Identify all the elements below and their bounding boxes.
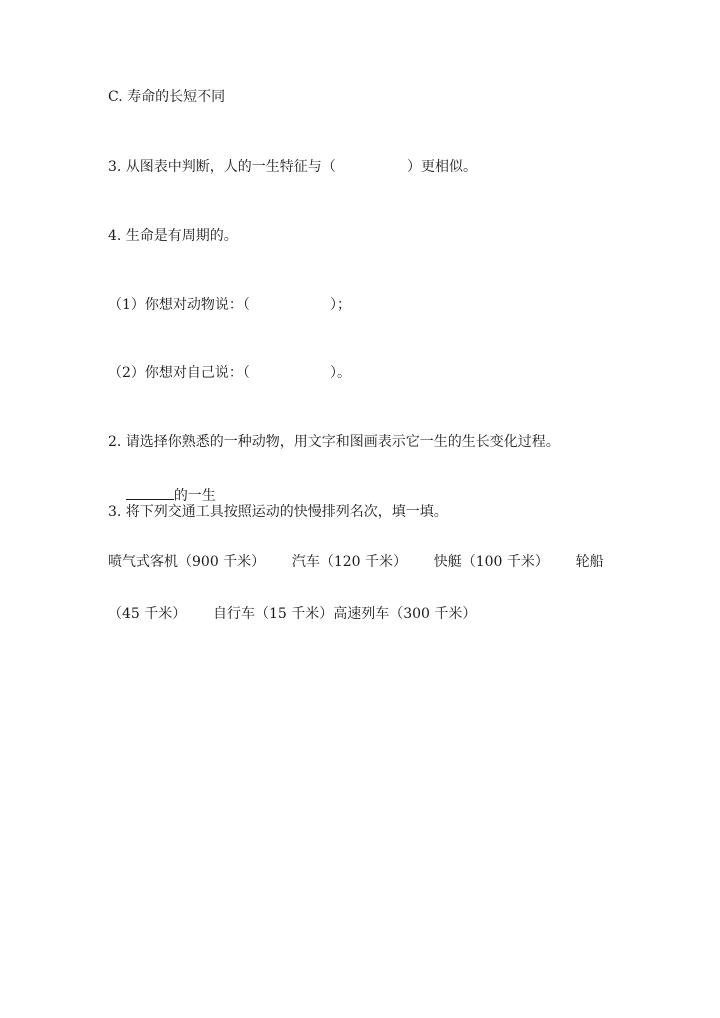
option-c-text: C. 寿命的长短不同 [108,89,226,105]
vehicles-line-1: 喷气式客机（900 千米） 汽车（120 千米） 快艇（100 千米） 轮船 [108,554,604,570]
vehicles-line-2: （45 千米） 自行车（15 千米）高速列车（300 千米） [108,606,477,622]
question-3b-text: 3. 将下列交通工具按照运动的快慢排列名次，填一填。 [108,504,448,520]
question-2-suffix: 的一生 [173,488,216,504]
blank-underline [126,485,174,500]
question-3-text: 3. 从图表中判断，人的一生特征与（ ）更相似。 [108,159,478,175]
question-4-part-2: （2）你想对自己说：（ ）。 [108,365,352,381]
question-4-text: 4. 生命是有周期的。 [108,228,238,244]
question-2-text: 2. 请选择你熟悉的一种动物，用文字和图画表示它一生的生长变化过程。 [108,434,560,450]
question-4-part-1: （1）你想对动物说：（ ）； [108,297,352,313]
